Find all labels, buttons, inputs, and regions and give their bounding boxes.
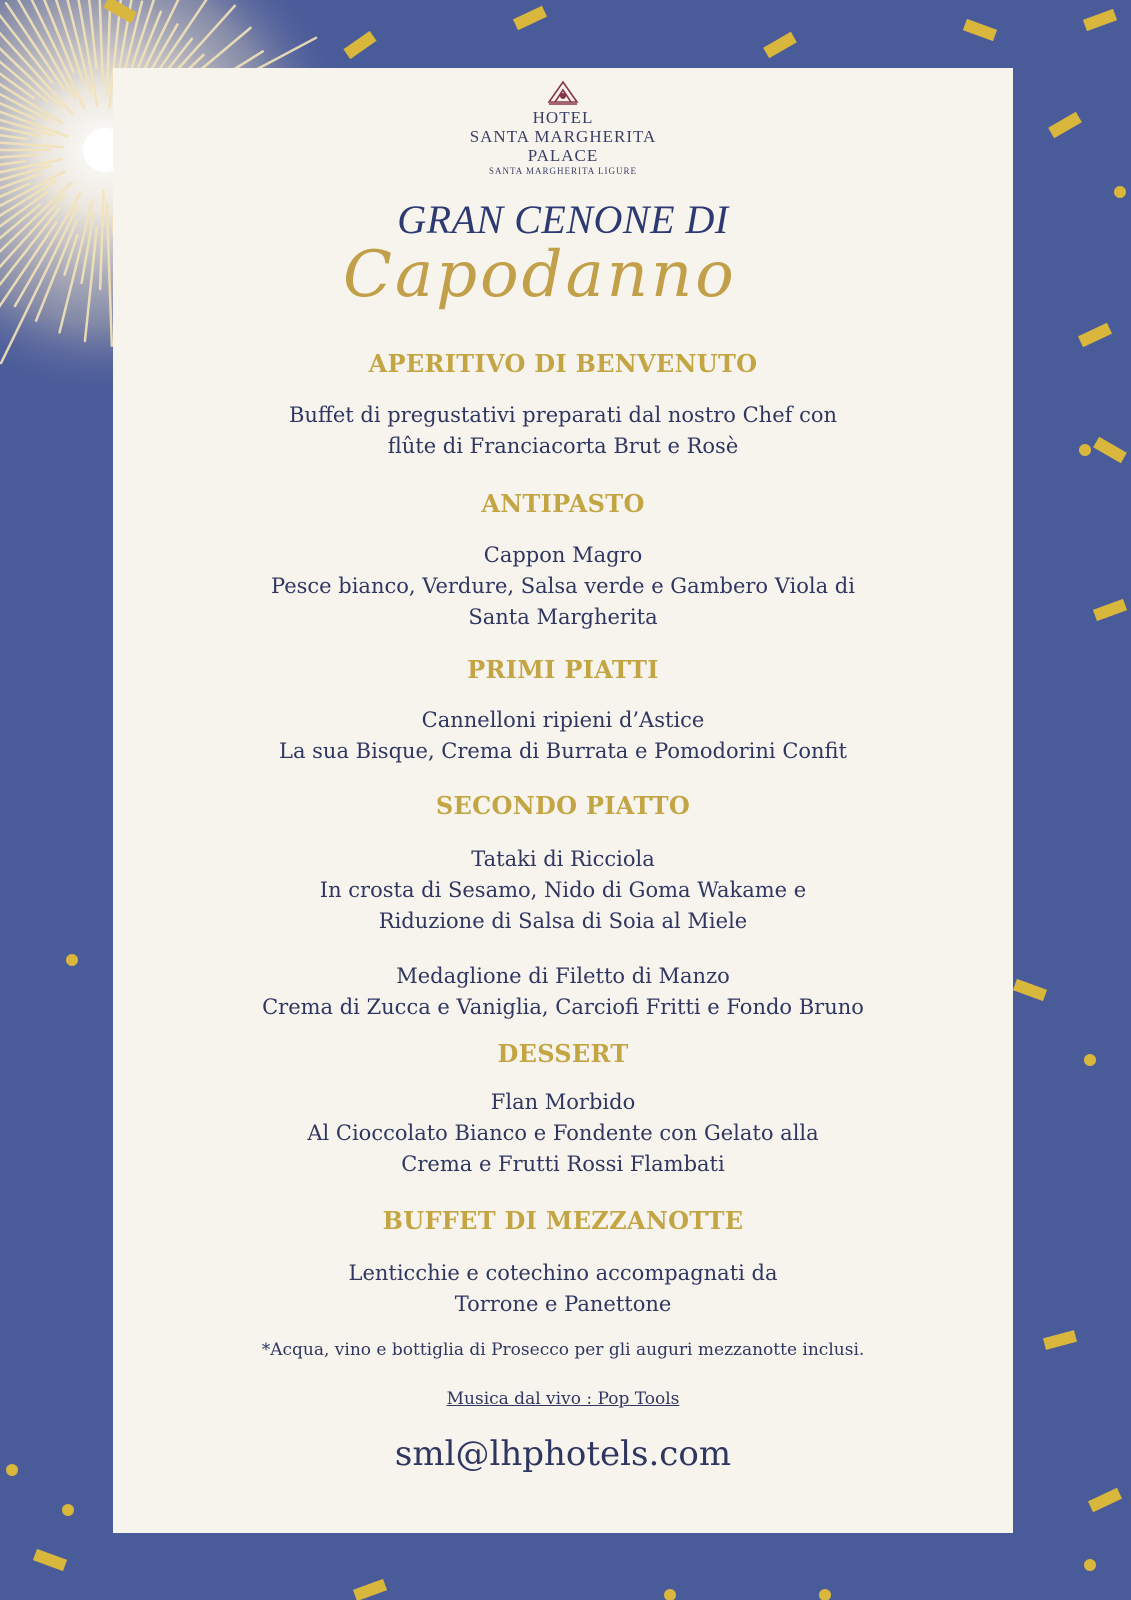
heading-primi: PRIMI PIATTI	[467, 655, 659, 684]
heading-buffet: BUFFET DI MEZZANOTTE	[382, 1206, 744, 1235]
confetti-dot	[819, 1589, 831, 1600]
logo-text-name: SANTA MARGHERITA	[469, 127, 657, 146]
secondo-line-4: Medaglione di Filetto di Manzo	[396, 964, 730, 988]
secondo-line-2: In crosta di Sesamo, Nido di Goma Wakame e	[319, 878, 807, 902]
dessert-line-3: Crema e Frutti Rossi Flambati	[401, 1152, 725, 1176]
drinks-note: *Acqua, vino e bottiglia di Prosecco per gli auguri mezzanotte inclusi.	[261, 1340, 865, 1360]
confetti-dot	[66, 954, 78, 966]
crown-emblem-icon	[546, 78, 580, 106]
title-main: GRAN CENONE DI	[397, 197, 729, 242]
aperitivo-line-2: flûte di Franciacorta Brut e Rosè	[387, 434, 739, 458]
confetti-dot	[6, 1464, 18, 1476]
confetti-piece	[513, 6, 547, 30]
primi-line-2: La sua Bisque, Crema di Burrata e Pomodorini Confit	[279, 739, 847, 763]
confetti-dot	[664, 1589, 676, 1600]
dessert-line-2: Al Cioccolato Bianco e Fondente con Gelato alla	[307, 1121, 819, 1145]
buffet-line-2: Torrone e Panettone	[454, 1292, 672, 1316]
antipasto-line-1: Cappon Magro	[483, 543, 643, 567]
confetti-piece	[1078, 323, 1112, 347]
secondo-line-1: Tataki di Ricciola	[471, 847, 655, 871]
antipasto-line-3: Santa Margherita	[468, 605, 658, 629]
heading-antipasto: ANTIPASTO	[481, 489, 645, 518]
confetti-piece	[1088, 1488, 1122, 1512]
confetti-piece	[1083, 9, 1117, 31]
secondo-line-3: Riduzione di Salsa di Soia al Miele	[378, 909, 748, 933]
confetti-dot	[1114, 186, 1126, 198]
hotel-logo	[113, 78, 1013, 177]
confetti-piece	[1013, 979, 1047, 1001]
heading-aperitivo: APERITIVO DI BENVENUTO	[368, 349, 758, 378]
dessert-line-1: Flan Morbido	[490, 1090, 636, 1114]
logo-text-location: SANTA MARGHERITA LIGURE	[488, 166, 638, 176]
confetti-dot	[1084, 1054, 1096, 1066]
menu-card	[113, 68, 1013, 1533]
primi-line-1: Cannelloni ripieni d’Astice	[421, 708, 705, 732]
buffet-line-1: Lenticchie e cotechino accompagnati da	[348, 1261, 778, 1285]
confetti-dot	[1084, 1559, 1096, 1571]
aperitivo-line-1: Buffet di pregustativi preparati dal nostro Chef con	[288, 403, 838, 427]
logo-text-palace: PALACE	[527, 146, 599, 165]
logo-text-hotel: HOTEL	[532, 108, 594, 127]
confetti-piece	[353, 1579, 387, 1600]
confetti-piece	[1093, 437, 1127, 463]
live-music-note: Musica dal vivo : Pop Tools	[446, 1389, 680, 1409]
secondo-line-5: Crema di Zucca e Vaniglia, Carciofi Fritti e Fondo Bruno	[262, 995, 864, 1019]
heading-dessert: DESSERT	[497, 1039, 629, 1068]
confetti-dot	[62, 1504, 74, 1516]
heading-secondo: SECONDO PIATTO	[435, 791, 691, 820]
title-script: Capodanno	[343, 238, 737, 312]
contact-email-link[interactable]: sml@lhphotels.com	[394, 1434, 732, 1474]
confetti-piece	[963, 19, 997, 41]
confetti-piece	[1043, 1330, 1077, 1350]
confetti-piece	[1048, 112, 1082, 138]
confetti-piece	[763, 32, 797, 58]
antipasto-line-2: Pesce bianco, Verdure, Salsa verde e Gambero Viola di	[271, 574, 855, 598]
confetti-piece	[33, 1549, 67, 1571]
confetti-piece	[343, 31, 376, 59]
confetti-piece	[1093, 599, 1127, 621]
confetti-dot	[1079, 444, 1091, 456]
